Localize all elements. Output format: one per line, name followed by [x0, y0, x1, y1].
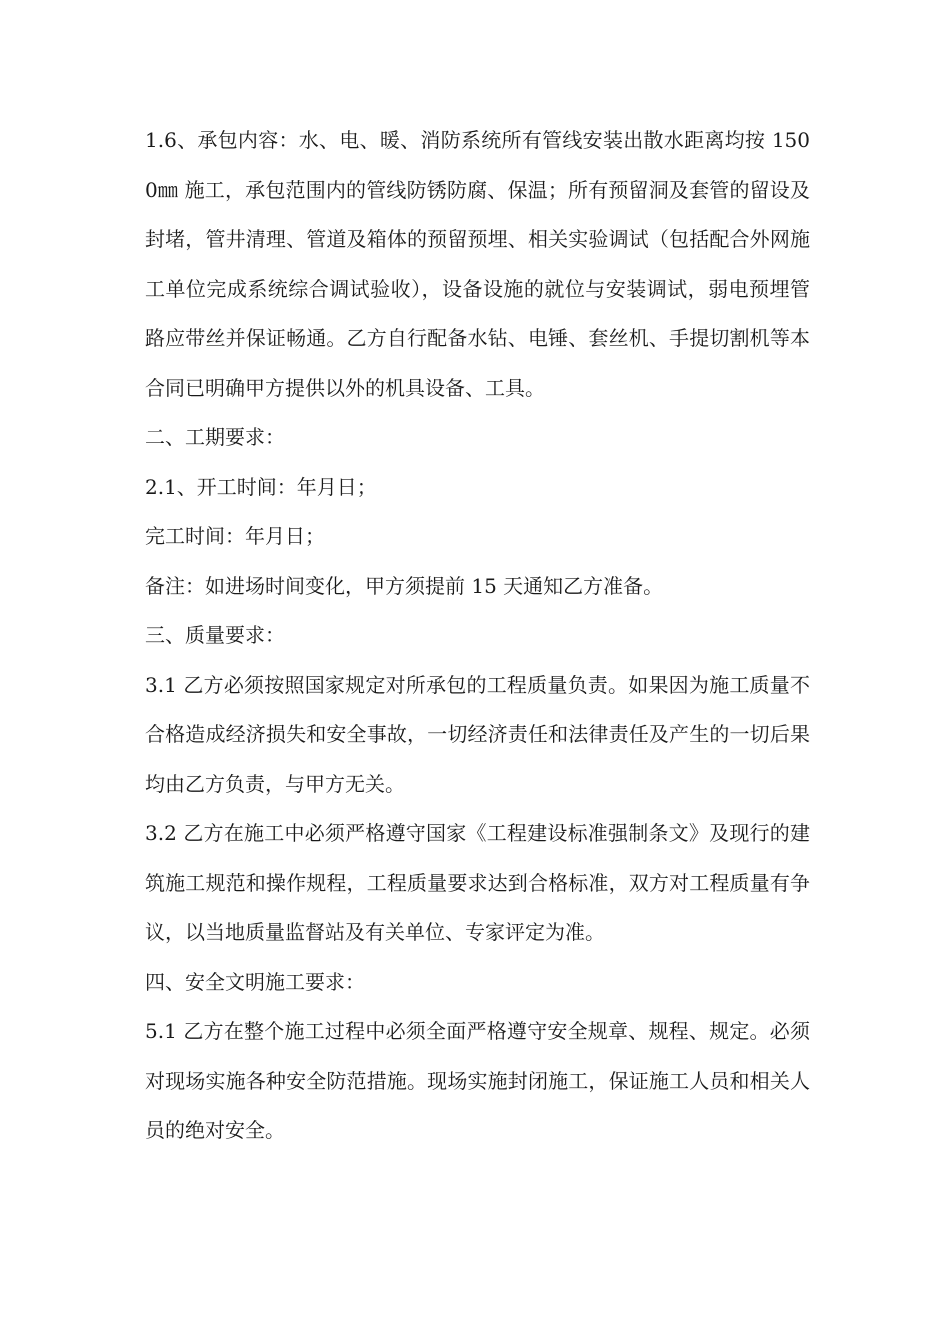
paragraph-quality-3-1: 3.1 乙方必须按照国家规定对所承包的工程质量负责。如果因为施工质量不合格造成经济损失和安全事故，一切经济责任和法律责任及产生的一切后果均由乙方负责，与甲方无关。	[145, 672, 810, 796]
paragraph-schedule-note: 备注：如进场时间变化，甲方须提前 15 天通知乙方准备。	[145, 573, 664, 598]
document-body	[145, 116, 810, 1156]
heading-schedule-requirements: 二、工期要求：	[145, 425, 285, 449]
paragraph-start-date: 2.1、开工时间：年月日；	[145, 474, 377, 499]
heading-safety-requirements: 四、安全文明施工要求：	[145, 969, 365, 994]
paragraph-completion-date: 完工时间：年月日；	[145, 524, 325, 548]
heading-quality-requirements: 三、质量要求：	[145, 623, 285, 647]
paragraph-safety-5-1: 5.1 乙方在整个施工过程中必须全面严格遵守安全规章、规程、规定。必须对现场实施各种安全防范措施。现场实施封闭施工，保证施工人员和相关人员的绝对安全。	[145, 1019, 810, 1142]
paragraph-scope-of-contract: 1.6、承包内容：水、电、暖、消防系统所有管线安装出散水距离均按 1500㎜ 施工，承包范围内的管线防锈防腐、保温；所有预留洞及套管的留设及封堵，管井清理、管道及箱体的预留预埋、相关实验调试（包括配合外网施工单位完成系统综合调试验收），设备设施的就位与安装调试，弱电预埋管路应带丝并保证畅通。乙方自行配备水钻、电锤、套丝机、手提切割机等本合同已明确甲方提供以外的机具设备、工具。	[145, 128, 810, 400]
paragraph-quality-3-2: 3.2 乙方在施工中必须严格遵守国家《工程建设标准强制条文》及现行的建筑施工规范和操作规程，工程质量要求达到合格标准，双方对工程质量有争议，以当地质量监督站及有关单位、专家评定为准。	[145, 821, 810, 944]
